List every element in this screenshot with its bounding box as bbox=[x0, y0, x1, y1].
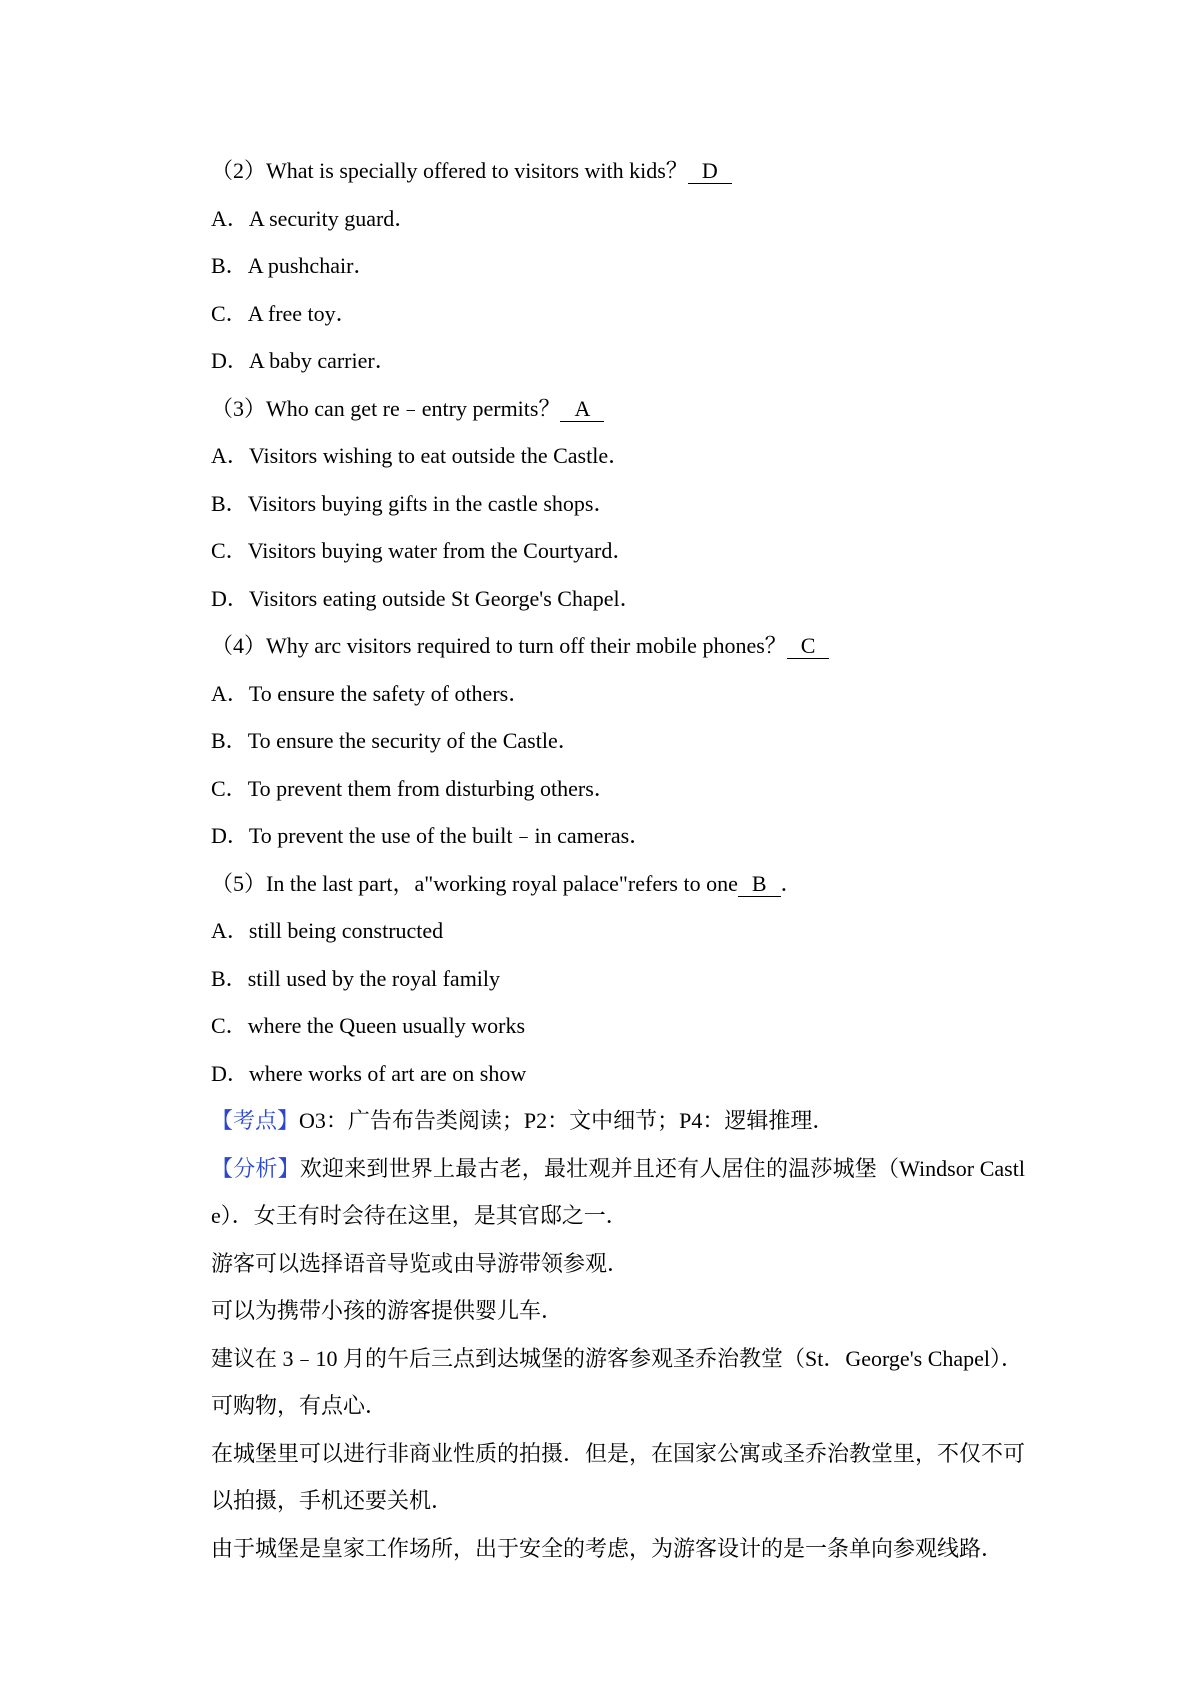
option-letter: A． bbox=[211, 205, 249, 231]
option-letter: B． bbox=[211, 253, 248, 278]
option-c bbox=[211, 527, 1025, 575]
option-d bbox=[211, 337, 1025, 385]
question-stem bbox=[211, 147, 1025, 195]
question-suffix: ． bbox=[780, 870, 803, 896]
option-a bbox=[211, 907, 1025, 955]
option-letter: A． bbox=[211, 918, 249, 943]
option-b bbox=[211, 717, 1025, 765]
kaodian-label: 【考点】 bbox=[211, 1108, 300, 1133]
question-text: In the last part，a"working royal palace"refers to one bbox=[266, 870, 738, 896]
fenxi-paragraph: 建议在 3﹣10 月的午后三点到达城堡的游客参观圣乔治教堂（St．George's Chapel）． bbox=[211, 1345, 1024, 1371]
fenxi-paragraph: 可以为携带小孩的游客提供婴儿车． bbox=[211, 1298, 564, 1323]
option-text: Visitors wishing to eat outside the Castle． bbox=[248, 443, 631, 468]
option-text: A pushchair． bbox=[247, 253, 376, 278]
answer-blank: D bbox=[688, 159, 732, 184]
question-text: Who can get re﹣entry permits？ bbox=[266, 395, 561, 421]
option-c bbox=[211, 1002, 1025, 1050]
option-letter: D． bbox=[211, 823, 249, 848]
fenxi-paragraph: 可购物，有点心． bbox=[211, 1393, 388, 1418]
option-text: Visitors buying water from the Courtyard． bbox=[247, 538, 635, 563]
option-letter: C． bbox=[211, 1013, 248, 1038]
option-letter: C． bbox=[211, 538, 248, 563]
option-b bbox=[211, 955, 1025, 1003]
question-number: （4） bbox=[211, 633, 267, 658]
option-letter: B． bbox=[211, 490, 248, 516]
answer-blank: A bbox=[560, 397, 604, 422]
fenxi-label: 【分析】 bbox=[211, 1155, 300, 1181]
option-c bbox=[211, 290, 1025, 338]
option-d bbox=[211, 575, 1025, 623]
option-text: Visitors eating outside St George's Chapel． bbox=[248, 585, 642, 611]
option-letter: B． bbox=[211, 728, 248, 753]
kaodian-line bbox=[211, 1097, 1025, 1145]
option-text: Visitors buying gifts in the castle shops． bbox=[247, 490, 616, 516]
option-letter: A． bbox=[211, 443, 249, 468]
option-letter: C． bbox=[211, 300, 248, 326]
option-text: To prevent them from disturbing others． bbox=[247, 775, 616, 801]
option-text: To ensure the safety of others． bbox=[248, 680, 531, 706]
answer-blank: B bbox=[738, 872, 781, 897]
option-letter: D． bbox=[211, 585, 249, 611]
question-stem bbox=[211, 385, 1025, 433]
document-body bbox=[211, 147, 1025, 1572]
question-stem bbox=[211, 622, 1025, 670]
question-number: （2） bbox=[211, 158, 267, 183]
option-text: where the Queen usually works bbox=[247, 1013, 526, 1038]
option-letter: A． bbox=[211, 680, 249, 706]
option-letter: D． bbox=[211, 348, 249, 373]
option-text: A security guard． bbox=[248, 205, 417, 231]
option-letter: B． bbox=[211, 965, 248, 991]
option-b bbox=[211, 480, 1025, 528]
option-text: where works of art are on show bbox=[248, 1060, 527, 1086]
fenxi-paragraph: 在城堡里可以进行非商业性质的拍摄．但是，在国家公寓或圣乔治教堂里，不仅不可以拍摄，手机还要关机． bbox=[211, 1440, 1026, 1513]
question-number: （3） bbox=[211, 395, 267, 421]
fenxi-intro bbox=[211, 1145, 1025, 1240]
question-number: （5） bbox=[211, 870, 267, 896]
option-text: To prevent the use of the built﹣in cameras． bbox=[248, 823, 652, 848]
question-stem bbox=[211, 860, 1025, 908]
fenxi-paragraph: 由于城堡是皇家工作场所，出于安全的考虑，为游客设计的是一条单向参观线路． bbox=[211, 1535, 1004, 1561]
option-text: To ensure the security of the Castle． bbox=[247, 728, 580, 753]
option-letter: D． bbox=[211, 1060, 249, 1086]
option-d bbox=[211, 1050, 1025, 1098]
fenxi-intro-text: 欢迎来到世界上最古老，最壮观并且还有人居住的温莎城堡（Windsor Castle）．女王有时会待在这里，是其官邸之一． bbox=[211, 1155, 1025, 1228]
option-letter: C． bbox=[211, 775, 248, 801]
option-b bbox=[211, 242, 1025, 290]
option-text: A baby carrier． bbox=[248, 348, 397, 373]
option-text: still used by the royal family bbox=[247, 965, 501, 991]
kaodian-text: O3：广告布告类阅读；P2：文中细节；P4：逻辑推理． bbox=[299, 1108, 835, 1133]
question-text: Why arc visitors required to turn off their mobile phones？ bbox=[266, 633, 787, 658]
option-a bbox=[211, 670, 1025, 718]
option-d bbox=[211, 812, 1025, 860]
option-c bbox=[211, 765, 1025, 813]
option-text: still being constructed bbox=[248, 918, 444, 943]
question-text: What is specially offered to visitors with kids？ bbox=[266, 158, 688, 183]
option-a bbox=[211, 432, 1025, 480]
answer-blank: C bbox=[787, 634, 830, 659]
option-a bbox=[211, 195, 1025, 243]
option-text: A free toy． bbox=[247, 300, 358, 326]
fenxi-paragraph: 游客可以选择语音导览或由导游带领参观． bbox=[211, 1250, 630, 1276]
